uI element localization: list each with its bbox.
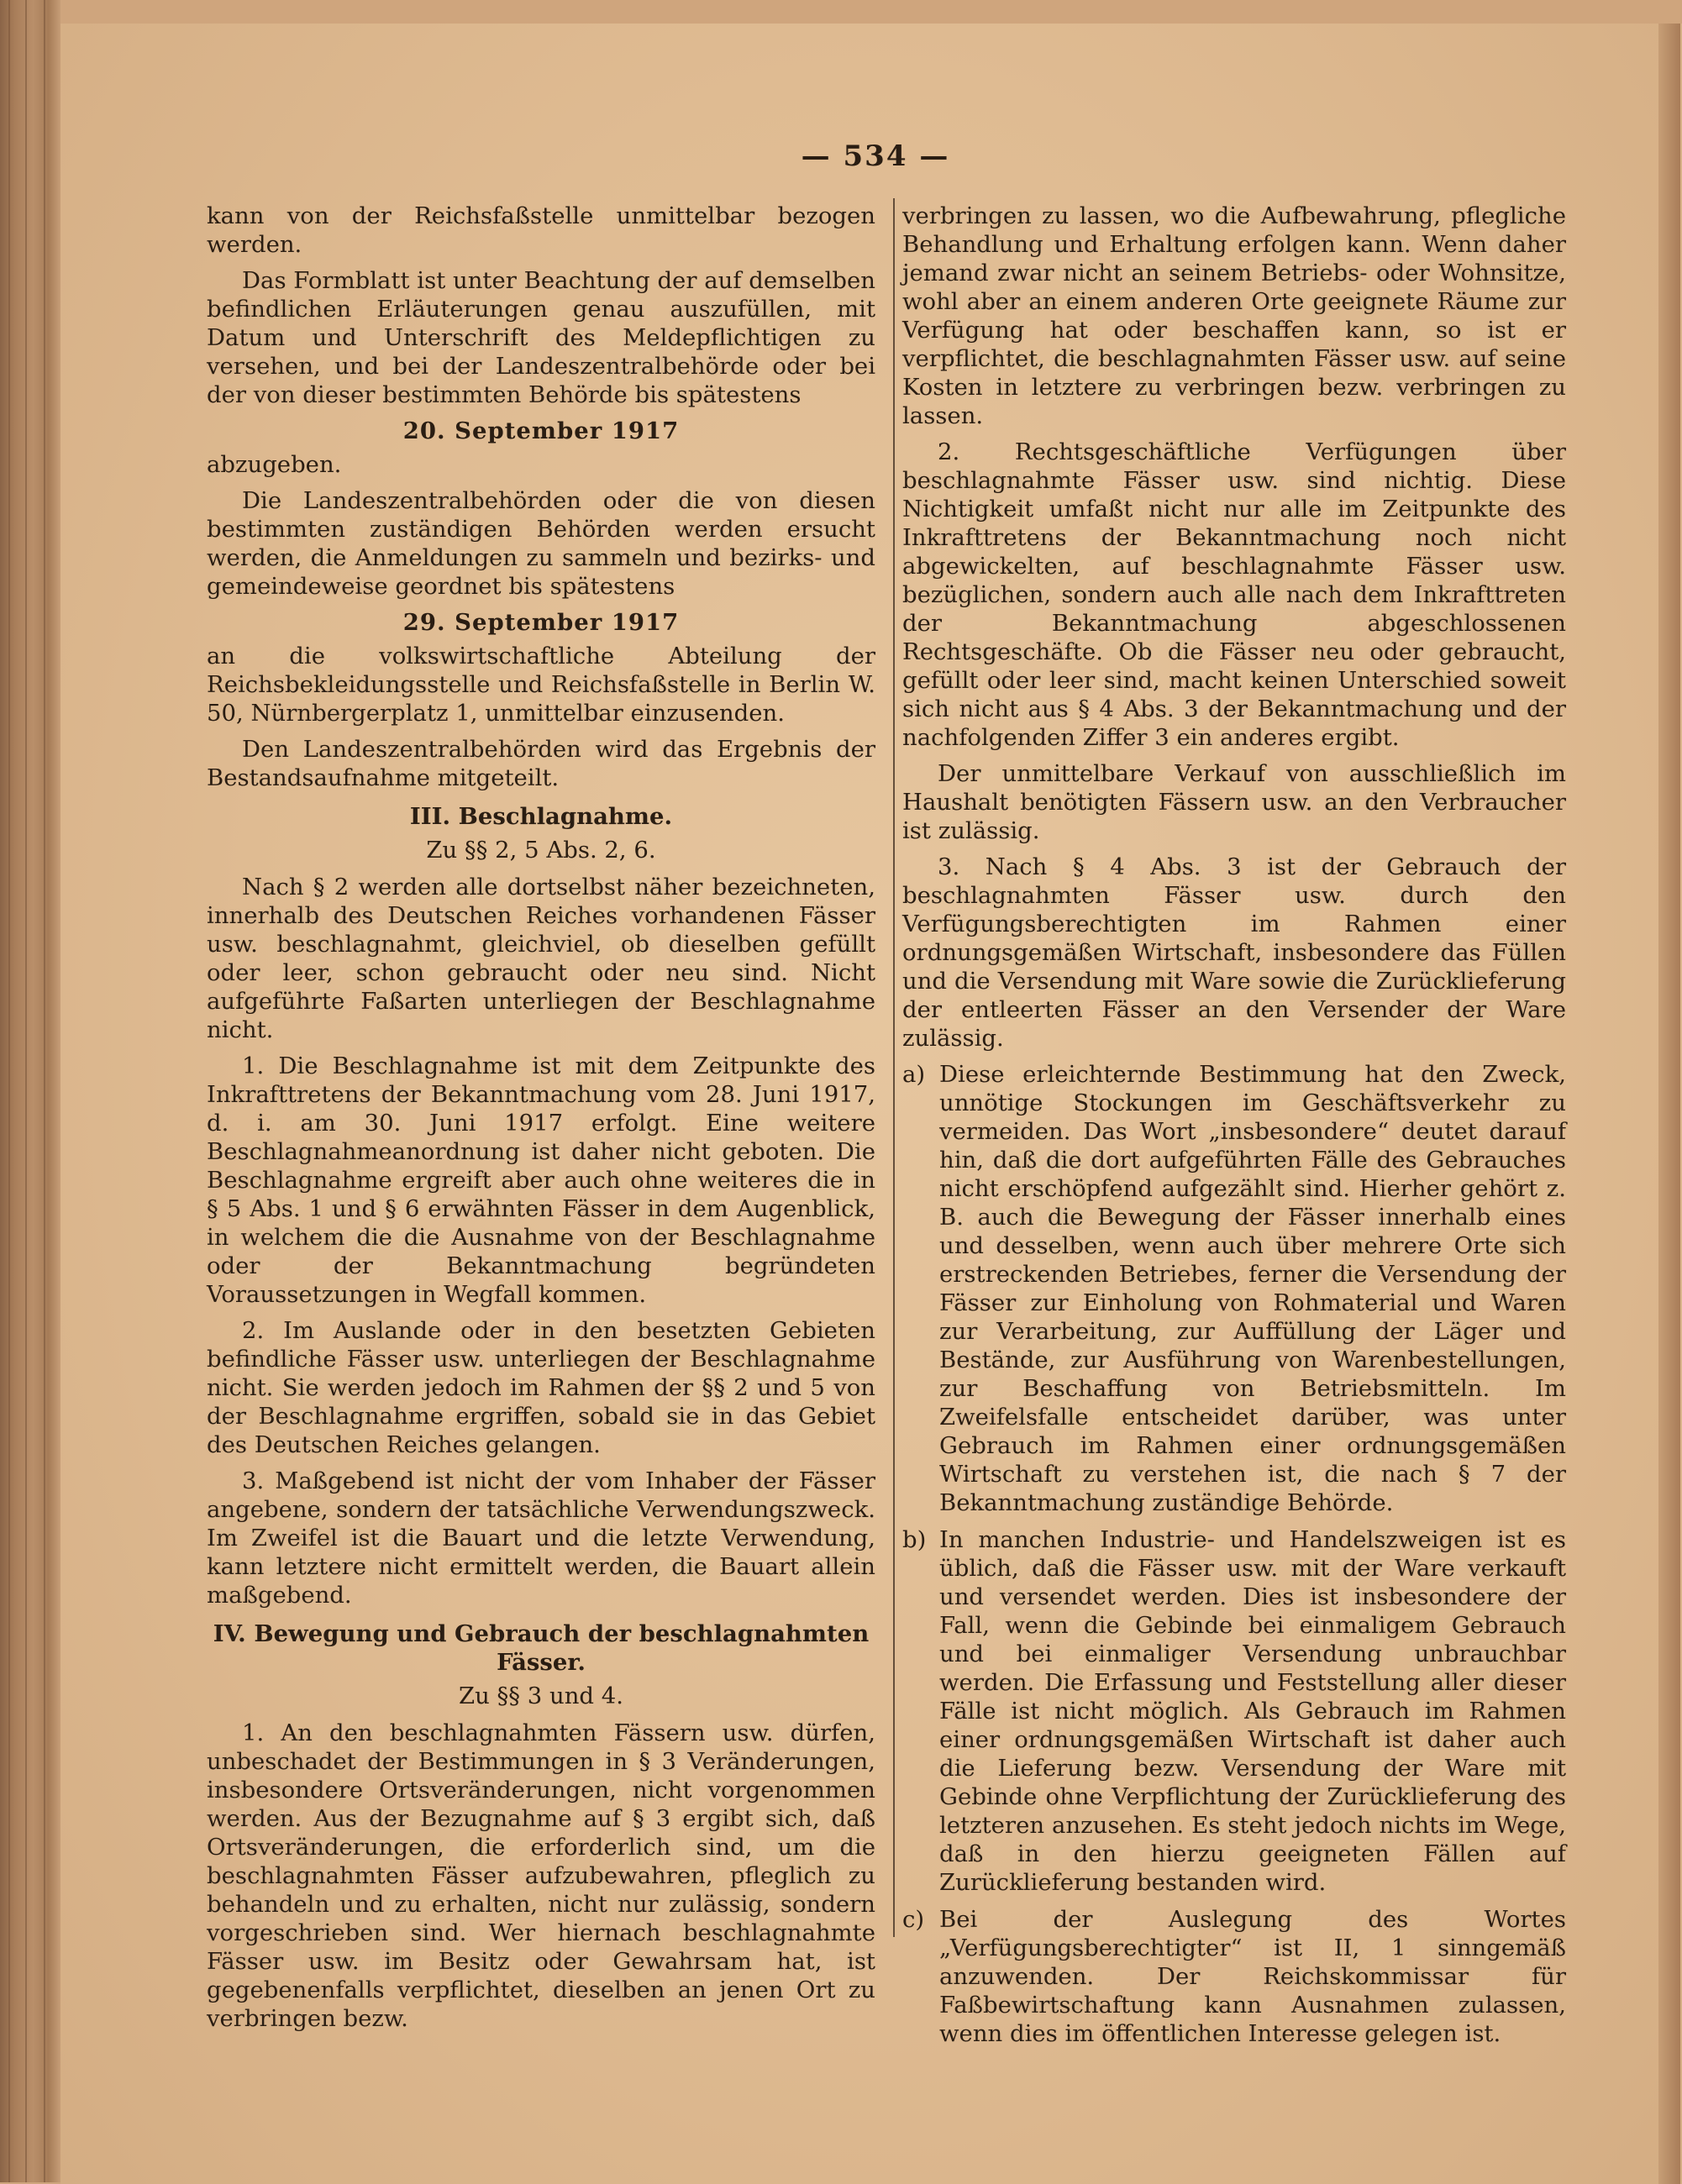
item-label: b)	[902, 1526, 927, 1553]
item-text: In manchen Industrie- und Handelszweigen ist es üblich, daß die Fässer usw. mit der Ware verkauft und versendet werden. Dies ist insbesondere der Fall, wenn die Gebinde bei einmaligem Gebrauch und bei einmaliger Versendung unbrauchbar werden. Die Erfassung und Feststellung aller dieser Fälle ist nicht möglich. Als Gebrauch im Rahmen einer ordnungsgemäßen Wirtschaft ist daher auch die Lieferung bezw. Versendung der Ware mit Gebinde ohne Verpflichtung der Zurücklieferung des letzteren anzusehen. Es steht jedoch nichts im Wege, daß in den hierzu geeigneten Fällen auf Zurücklieferung bestanden wird.	[939, 1526, 1566, 1896]
paragraph: 1. An den beschlagnahmten Fässern usw. dürfen, unbeschadet der Bestimmungen in § 3 Veränderungen, insbesondere Ortsveränderungen, nicht vorgenommen werden. Aus der Bezugnahme auf § 3 ergibt sich, daß Ortsveränderungen, die erforderlich sind, um die beschlagnahmten Fässer aufzubewahren, pfleglich zu behandeln und zu erhalten, nicht nur zulässig, sondern vorgeschrieben sind. Wer hiernach beschlagnahmte Fässer usw. im Besitz oder Gewahrsam hat, ist gegebenenfalls verpflichtet, dieselben an jenen Ort zu verbringen bezw.	[207, 1719, 875, 2032]
paragraph: kann von der Reichsfaßstelle unmittelbar bezogen werden.	[207, 202, 875, 258]
edge-line	[8, 0, 10, 2182]
paragraph: Den Landeszentralbehörden wird das Ergebnis der Bestandsaufnahme mitgeteilt.	[207, 736, 875, 791]
page-right-edge	[1658, 24, 1680, 2184]
paragraph: Das Formblatt ist unter Beachtung der auf demselben befindlichen Erläuterungen genau auszufüllen, mit Datum und Unterschrift des Meldepflichtigen zu versehen, und bei der Landeszentralbehörde oder bei der von dieser bestimmten Behörde bis spätestens	[207, 267, 875, 408]
deadline-date: 20. September 1917	[402, 417, 680, 444]
left-column	[207, 202, 875, 2032]
paragraph: 3. Nach § 4 Abs. 3 ist der Gebrauch der beschlagnahmten Fässer usw. durch den Verfügungsberechtigten im Rahmen einer ordnungsgemäßen Wirtschaft, insbesondere das Füllen und die Versendung mit Ware sowie die Zurücklieferung der entleerten Fässer an den Versender der Ware zulässig.	[902, 853, 1566, 1052]
paragraph: Die Landeszentralbehörden oder die von diesen bestimmten zuständigen Behörden werden ersucht werden, die Anmeldungen zu sammeln und bezirks- und gemeindeweise geordnet bis spätestens	[207, 487, 875, 600]
item-label: a)	[902, 1061, 926, 1088]
paragraph: verbringen zu lassen, wo die Aufbewahrung, pflegliche Behandlung und Erhaltung erfolgen kann. Wenn daher jemand zwar nicht an seinem Betriebs- oder Wohnsitze, wohl aber an einem anderen Orte geeignete Räume zur Verfügung hat oder beschaffen kann, so ist er verpflichtet, die beschlagnahmten Fässer usw. auf seine Kosten in letztere zu verbringen bezw. verbringen zu lassen.	[902, 202, 1566, 429]
column-divider	[893, 198, 895, 1937]
paragraph: 2. Rechtsgeschäftliche Verfügungen über beschlagnahmte Fässer usw. sind nichtig. Diese Nichtigkeit umfaßt nicht nur alle im Zeitpunkte des Inkrafttretens der Bekanntmachung noch nicht abgewickelten, auf beschlagnahmte Fässer usw. bezüglichen, sondern auch alle nach dem Inkrafttreten der Bekanntmachung abgeschlossenen Rechtsgeschäfte. Ob die Fässer neu oder gebraucht, gefüllt oder leer sind, macht keinen Unterschied soweit sich nicht aus § 4 Abs. 3 der Bekanntmachung und der nachfolgenden Ziffer 3 ein anderes ergibt.	[902, 438, 1566, 751]
deadline-date: 29. September 1917	[402, 609, 680, 636]
right-column	[902, 202, 1566, 2047]
paragraph: Der unmittelbare Verkauf von ausschließlich im Haushalt benötigten Fässern usw. an den Verbraucher ist zulässig.	[902, 760, 1566, 844]
paragraph: an die volkswirtschaftliche Abteilung der Reichsbekleidungsstelle und Reichsfaßstelle in Berlin W. 50, Nürnbergerplatz 1, unmittelbar einzusenden.	[207, 643, 875, 727]
section-subheading: Zu §§ 3 und 4.	[458, 1683, 624, 1709]
section-subheading: Zu §§ 2, 5 Abs. 2, 6.	[426, 837, 656, 864]
section-heading: III. Beschlagnahme.	[409, 803, 673, 830]
list-item	[902, 1905, 1566, 2048]
item-label: c)	[902, 1906, 925, 1933]
list-item	[902, 1060, 1566, 1517]
list-item	[902, 1525, 1566, 1897]
paragraph: 2. Im Auslande oder in den besetzten Gebieten befindliche Fässer usw. unterliegen der Beschlagnahme nicht. Sie werden jedoch im Rahmen der §§ 2 und 5 von der Beschlagnahme ergriffen, sobald sie in das Gebiet des Deutschen Reiches gelangen.	[207, 1317, 875, 1458]
paragraph: Nach § 2 werden alle dortselbst näher bezeichneten, innerhalb des Deutschen Reiches vorhandenen Fässer usw. beschlagnahmt, gleichviel, ob dieselben gefüllt oder leer, schon gebraucht oder neu sind. Nicht aufgeführte Faßarten unterliegen der Beschlagnahme nicht.	[207, 874, 875, 1043]
paragraph: abzugeben.	[207, 451, 342, 478]
item-text: Bei der Auslegung des Wortes „Verfügungsberechtigter“ ist II, 1 sinngemäß anzuwenden. Der Reichskommissar für Faßbewirtschaftung kann Ausnahmen zulassen, wenn dies im öffentlichen Interesse gelegen ist.	[939, 1906, 1566, 2047]
section-heading: IV. Bewegung und Gebrauch der beschlagnahmten Fässer.	[213, 1620, 870, 1676]
edge-line	[25, 0, 27, 2182]
book-edge	[0, 0, 60, 2182]
item-text: Diese erleichternde Bestimmung hat den Zweck, unnötige Stockungen im Geschäftsverkehr zu vermeiden. Das Wort „insbesondere“ deutet darauf hin, daß die dort aufgeführten Fälle des Gebrauches nicht erschöpfend aufgezählt sind. Hierher gehört z. B. auch die Bewegung der Fässer innerhalb eines und desselben, wenn auch über mehrere Orte sich erstreckenden Betriebes, ferner die Versendung der Fässer zur Einholung von Rohmaterial und Waren zur Verarbeitung, zur Auffüllung der Läger und Bestände, zur Ausführung von Warenbestellungen, zur Beschaffung von Betriebsmitteln. Im Zweifelsfalle entscheidet darüber, was unter Gebrauch im Rahmen einer ordnungsgemäßen Wirtschaft zu verstehen ist, die nach § 7 der Bekanntmachung zuständige Behörde.	[939, 1061, 1566, 1516]
paragraph: 3. Maßgebend ist nicht der vom Inhaber der Fässer angebene, sondern der tatsächliche Verwendungszweck. Im Zweifel ist die Bauart und die letzte Verwendung, kann letztere nicht ermittelt werden, die Bauart allein maßgebend.	[207, 1467, 875, 1609]
page-number: — 534 —	[801, 139, 950, 173]
paragraph: 1. Die Beschlagnahme ist mit dem Zeitpunkte des Inkrafttretens der Bekanntmachung vom 28. Juni 1917, d. i. am 30. Juni 1917 erfolgt. Eine weitere Beschlagnahmeanordnung ist daher nicht geboten. Die Beschlagnahme ergreift aber auch ohne weiteres die in § 5 Abs. 1 und § 6 erwähnten Fässer in dem Augenblick, in welchem die die Ausnahme von der Beschlagnahme oder der Bekanntmachung begründeten Voraussetzungen in Wegfall kommen.	[207, 1053, 875, 1308]
edge-line	[44, 0, 45, 2182]
